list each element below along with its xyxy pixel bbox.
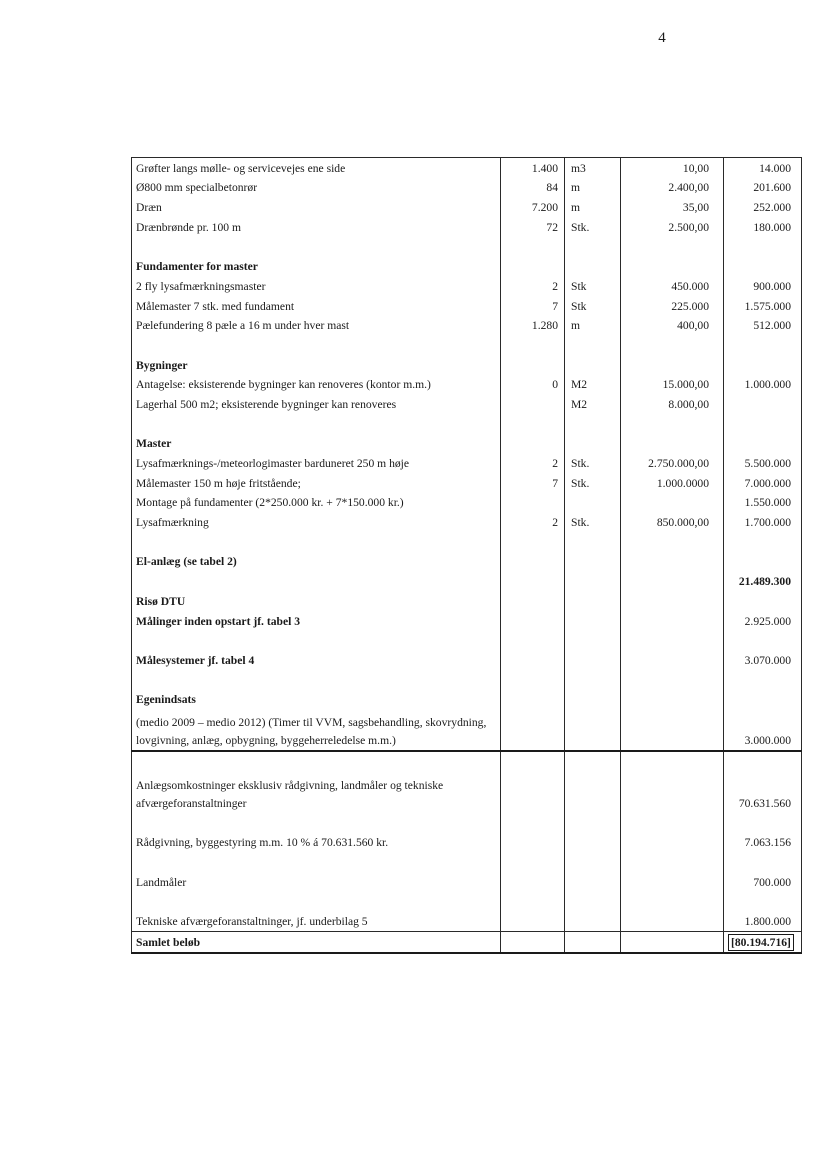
item-unit-price <box>621 237 724 257</box>
item-unit: m <box>565 197 621 217</box>
item-unit <box>565 414 621 434</box>
item-quantity: 0 <box>501 375 565 395</box>
item-quantity <box>501 670 565 690</box>
item-description: Bygninger <box>132 355 501 375</box>
table-row <box>132 911 802 931</box>
item-unit-price <box>621 690 724 710</box>
item-quantity <box>501 591 565 611</box>
item-unit <box>565 335 621 355</box>
item-description: Drænbrønde pr. 100 m <box>132 217 501 237</box>
item-quantity: 7.200 <box>501 197 565 217</box>
item-quantity: 1.400 <box>501 158 565 178</box>
item-total: 201.600 <box>724 178 802 198</box>
item-unit-price <box>621 911 724 931</box>
spacer-row <box>132 414 802 434</box>
item-unit: Stk. <box>565 512 621 532</box>
spacer-row <box>132 892 802 912</box>
empty-cell <box>565 932 621 953</box>
table-row <box>132 394 802 414</box>
item-description: Anlægsomkostninger eksklusiv rådgivning, landmåler og tekniske afværgeforanstaltninger <box>132 772 501 813</box>
item-total <box>724 751 802 772</box>
table-row <box>132 217 802 237</box>
item-total: 1.550.000 <box>724 493 802 513</box>
item-unit-price: 1.000.0000 <box>621 473 724 493</box>
grand-total-cell <box>724 932 802 953</box>
item-unit-price <box>621 591 724 611</box>
item-total <box>724 237 802 257</box>
item-total <box>724 690 802 710</box>
item-unit-price: 15.000,00 <box>621 375 724 395</box>
item-unit <box>565 709 621 751</box>
cost-table-body <box>132 158 802 953</box>
table-row <box>132 833 802 853</box>
item-quantity <box>501 552 565 572</box>
item-quantity <box>501 532 565 552</box>
item-unit-price: 400,00 <box>621 316 724 336</box>
section-heading-row <box>132 611 802 631</box>
table-row <box>132 453 802 473</box>
table-row <box>132 158 802 178</box>
item-quantity <box>501 237 565 257</box>
item-description <box>132 751 501 772</box>
item-quantity <box>501 493 565 513</box>
item-unit-price <box>621 611 724 631</box>
item-total: 3.070.000 <box>724 650 802 670</box>
item-quantity <box>501 335 565 355</box>
spacer-row <box>132 335 802 355</box>
item-quantity <box>501 872 565 892</box>
item-unit <box>565 872 621 892</box>
item-description: Fundamenter for master <box>132 256 501 276</box>
item-unit: m3 <box>565 158 621 178</box>
item-unit <box>565 552 621 572</box>
item-quantity: 7 <box>501 473 565 493</box>
item-unit <box>565 813 621 833</box>
section-heading-row <box>132 434 802 454</box>
spacer-row <box>132 852 802 872</box>
empty-cell <box>501 932 565 953</box>
item-quantity: 2 <box>501 453 565 473</box>
spacer-row <box>132 670 802 690</box>
item-unit-price <box>621 493 724 513</box>
item-description: Målemaster 150 m høje fritstående; <box>132 473 501 493</box>
table-row <box>132 709 802 751</box>
section-heading-row <box>132 256 802 276</box>
item-quantity <box>501 611 565 631</box>
table-row <box>132 772 802 813</box>
section-heading-row <box>132 355 802 375</box>
item-total: 5.500.000 <box>724 453 802 473</box>
item-unit <box>565 571 621 591</box>
item-total <box>724 813 802 833</box>
item-description: Pælefundering 8 pæle a 16 m under hver mast <box>132 316 501 336</box>
item-unit <box>565 434 621 454</box>
item-description: Lysafmærknings-/meteorlogimaster barduneret 250 m høje <box>132 453 501 473</box>
item-quantity <box>501 571 565 591</box>
item-unit <box>565 532 621 552</box>
item-description: Grøfter langs mølle- og servicevejes ene side <box>132 158 501 178</box>
item-unit: m <box>565 316 621 336</box>
item-total: 1.700.000 <box>724 512 802 532</box>
item-quantity <box>501 256 565 276</box>
item-unit: M2 <box>565 375 621 395</box>
item-quantity: 2 <box>501 276 565 296</box>
item-unit-price <box>621 670 724 690</box>
item-description <box>132 892 501 912</box>
table-row <box>132 473 802 493</box>
table-row <box>132 571 802 591</box>
table-row <box>132 493 802 513</box>
item-total <box>724 414 802 434</box>
item-unit <box>565 892 621 912</box>
item-unit <box>565 751 621 772</box>
item-description <box>132 237 501 257</box>
item-unit-price <box>621 813 724 833</box>
table-row <box>132 512 802 532</box>
item-unit-price: 2.500,00 <box>621 217 724 237</box>
item-unit <box>565 256 621 276</box>
item-description: Egenindsats <box>132 690 501 710</box>
item-unit-price <box>621 833 724 853</box>
item-description: Risø DTU <box>132 591 501 611</box>
item-unit-price <box>621 892 724 912</box>
item-description: Ø800 mm specialbetonrør <box>132 178 501 198</box>
item-total: 1.575.000 <box>724 296 802 316</box>
item-description: Montage på fundamenter (2*250.000 kr. + 7*150.000 kr.) <box>132 493 501 513</box>
item-description: Antagelse: eksisterende bygninger kan renoveres (kontor m.m.) <box>132 375 501 395</box>
item-total: 512.000 <box>724 316 802 336</box>
item-unit-price <box>621 335 724 355</box>
item-description: Dræn <box>132 197 501 217</box>
item-quantity: 1.280 <box>501 316 565 336</box>
page-number: 4 <box>658 30 666 46</box>
item-total: 3.000.000 <box>724 709 802 751</box>
item-total <box>724 631 802 651</box>
item-unit-price <box>621 709 724 751</box>
item-unit-price <box>621 552 724 572</box>
item-unit <box>565 631 621 651</box>
item-description <box>132 532 501 552</box>
empty-cell <box>621 932 724 953</box>
item-quantity <box>501 690 565 710</box>
item-unit <box>565 833 621 853</box>
item-unit-price <box>621 872 724 892</box>
table-row <box>132 296 802 316</box>
item-unit-price: 450.000 <box>621 276 724 296</box>
spacer-row <box>132 532 802 552</box>
item-unit-price <box>621 772 724 813</box>
table-row <box>132 276 802 296</box>
item-quantity <box>501 852 565 872</box>
item-description: 2 fly lysafmærkningsmaster <box>132 276 501 296</box>
item-total <box>724 532 802 552</box>
item-unit <box>565 493 621 513</box>
item-unit: M2 <box>565 394 621 414</box>
item-unit <box>565 591 621 611</box>
item-unit-price <box>621 256 724 276</box>
table-row <box>132 375 802 395</box>
item-unit-price <box>621 355 724 375</box>
item-description: Landmåler <box>132 872 501 892</box>
item-quantity: 2 <box>501 512 565 532</box>
item-total <box>724 591 802 611</box>
item-unit: Stk. <box>565 473 621 493</box>
item-total: 252.000 <box>724 197 802 217</box>
item-unit <box>565 772 621 813</box>
item-description: Målinger inden opstart jf. tabel 3 <box>132 611 501 631</box>
spacer-row <box>132 813 802 833</box>
item-quantity: 84 <box>501 178 565 198</box>
item-total <box>724 355 802 375</box>
item-unit: Stk. <box>565 453 621 473</box>
spacer-row <box>132 237 802 257</box>
item-total: 2.925.000 <box>724 611 802 631</box>
item-unit <box>565 355 621 375</box>
table-row <box>132 178 802 198</box>
item-total: 900.000 <box>724 276 802 296</box>
item-description <box>132 414 501 434</box>
item-unit-price <box>621 414 724 434</box>
item-unit <box>565 911 621 931</box>
table-row <box>132 872 802 892</box>
item-total: 7.000.000 <box>724 473 802 493</box>
section-heading-row <box>132 650 802 670</box>
item-quantity <box>501 631 565 651</box>
item-total: 180.000 <box>724 217 802 237</box>
item-unit: Stk. <box>565 217 621 237</box>
item-total: 1.000.000 <box>724 375 802 395</box>
item-unit-price <box>621 434 724 454</box>
item-total <box>724 892 802 912</box>
item-quantity: 7 <box>501 296 565 316</box>
item-total <box>724 670 802 690</box>
item-total <box>724 852 802 872</box>
item-description <box>132 335 501 355</box>
item-quantity <box>501 772 565 813</box>
item-description: Målesystemer jf. tabel 4 <box>132 650 501 670</box>
item-quantity <box>501 751 565 772</box>
item-unit <box>565 611 621 631</box>
item-quantity <box>501 709 565 751</box>
item-unit-price <box>621 571 724 591</box>
item-description: Rådgivning, byggestyring m.m. 10 % á 70.631.560 kr. <box>132 833 501 853</box>
table-row <box>132 197 802 217</box>
section-heading-row <box>132 690 802 710</box>
spacer-row <box>132 751 802 772</box>
item-unit-price: 850.000,00 <box>621 512 724 532</box>
item-unit <box>565 237 621 257</box>
item-description <box>132 670 501 690</box>
grand-total-label: Samlet beløb <box>132 932 501 953</box>
item-quantity <box>501 911 565 931</box>
item-total: 1.800.000 <box>724 911 802 931</box>
item-quantity <box>501 355 565 375</box>
item-total <box>724 552 802 572</box>
item-quantity <box>501 394 565 414</box>
item-unit-price <box>621 650 724 670</box>
item-description: (medio 2009 – medio 2012) (Timer til VVM, sagsbehandling, skovrydning, lovgivning, anlæg, opbygning, byggeherreledelse m.m.) <box>132 709 501 751</box>
item-description: Master <box>132 434 501 454</box>
item-total <box>724 394 802 414</box>
item-unit-price <box>621 631 724 651</box>
item-total: 70.631.560 <box>724 772 802 813</box>
item-unit-price: 8.000,00 <box>621 394 724 414</box>
item-total: 14.000 <box>724 158 802 178</box>
item-description <box>132 631 501 651</box>
item-quantity <box>501 813 565 833</box>
item-description <box>132 852 501 872</box>
item-unit-price: 2.750.000,00 <box>621 453 724 473</box>
item-description: Tekniske afværgeforanstaltninger, jf. underbilag 5 <box>132 911 501 931</box>
item-unit-price <box>621 751 724 772</box>
item-description: Målemaster 7 stk. med fundament <box>132 296 501 316</box>
spacer-row <box>132 631 802 651</box>
item-description: El-anlæg (se tabel 2) <box>132 552 501 572</box>
item-unit: m <box>565 178 621 198</box>
item-description <box>132 813 501 833</box>
item-quantity <box>501 434 565 454</box>
item-unit-price: 225.000 <box>621 296 724 316</box>
item-unit <box>565 650 621 670</box>
item-unit-price: 2.400,00 <box>621 178 724 198</box>
item-total <box>724 434 802 454</box>
item-unit-price: 10,00 <box>621 158 724 178</box>
item-quantity: 72 <box>501 217 565 237</box>
item-unit <box>565 690 621 710</box>
item-description: Lagerhal 500 m2; eksisterende bygninger kan renoveres <box>132 394 501 414</box>
cost-table <box>131 157 802 954</box>
item-total: 7.063.156 <box>724 833 802 853</box>
item-unit: Stk <box>565 296 621 316</box>
item-quantity <box>501 833 565 853</box>
item-unit-price: 35,00 <box>621 197 724 217</box>
item-quantity <box>501 892 565 912</box>
item-unit <box>565 670 621 690</box>
item-description <box>132 571 501 591</box>
item-total: 700.000 <box>724 872 802 892</box>
table-row <box>132 316 802 336</box>
item-unit-price <box>621 532 724 552</box>
item-total: 21.489.300 <box>724 571 802 591</box>
grand-total-value: [80.194.716] <box>728 934 794 951</box>
item-unit: Stk <box>565 276 621 296</box>
item-total <box>724 335 802 355</box>
grand-total-row <box>132 932 802 953</box>
section-heading-row <box>132 591 802 611</box>
item-quantity <box>501 650 565 670</box>
item-total <box>724 256 802 276</box>
item-quantity <box>501 414 565 434</box>
item-unit-price <box>621 852 724 872</box>
item-description: Lysafmærkning <box>132 512 501 532</box>
item-unit <box>565 852 621 872</box>
section-heading-row <box>132 552 802 572</box>
